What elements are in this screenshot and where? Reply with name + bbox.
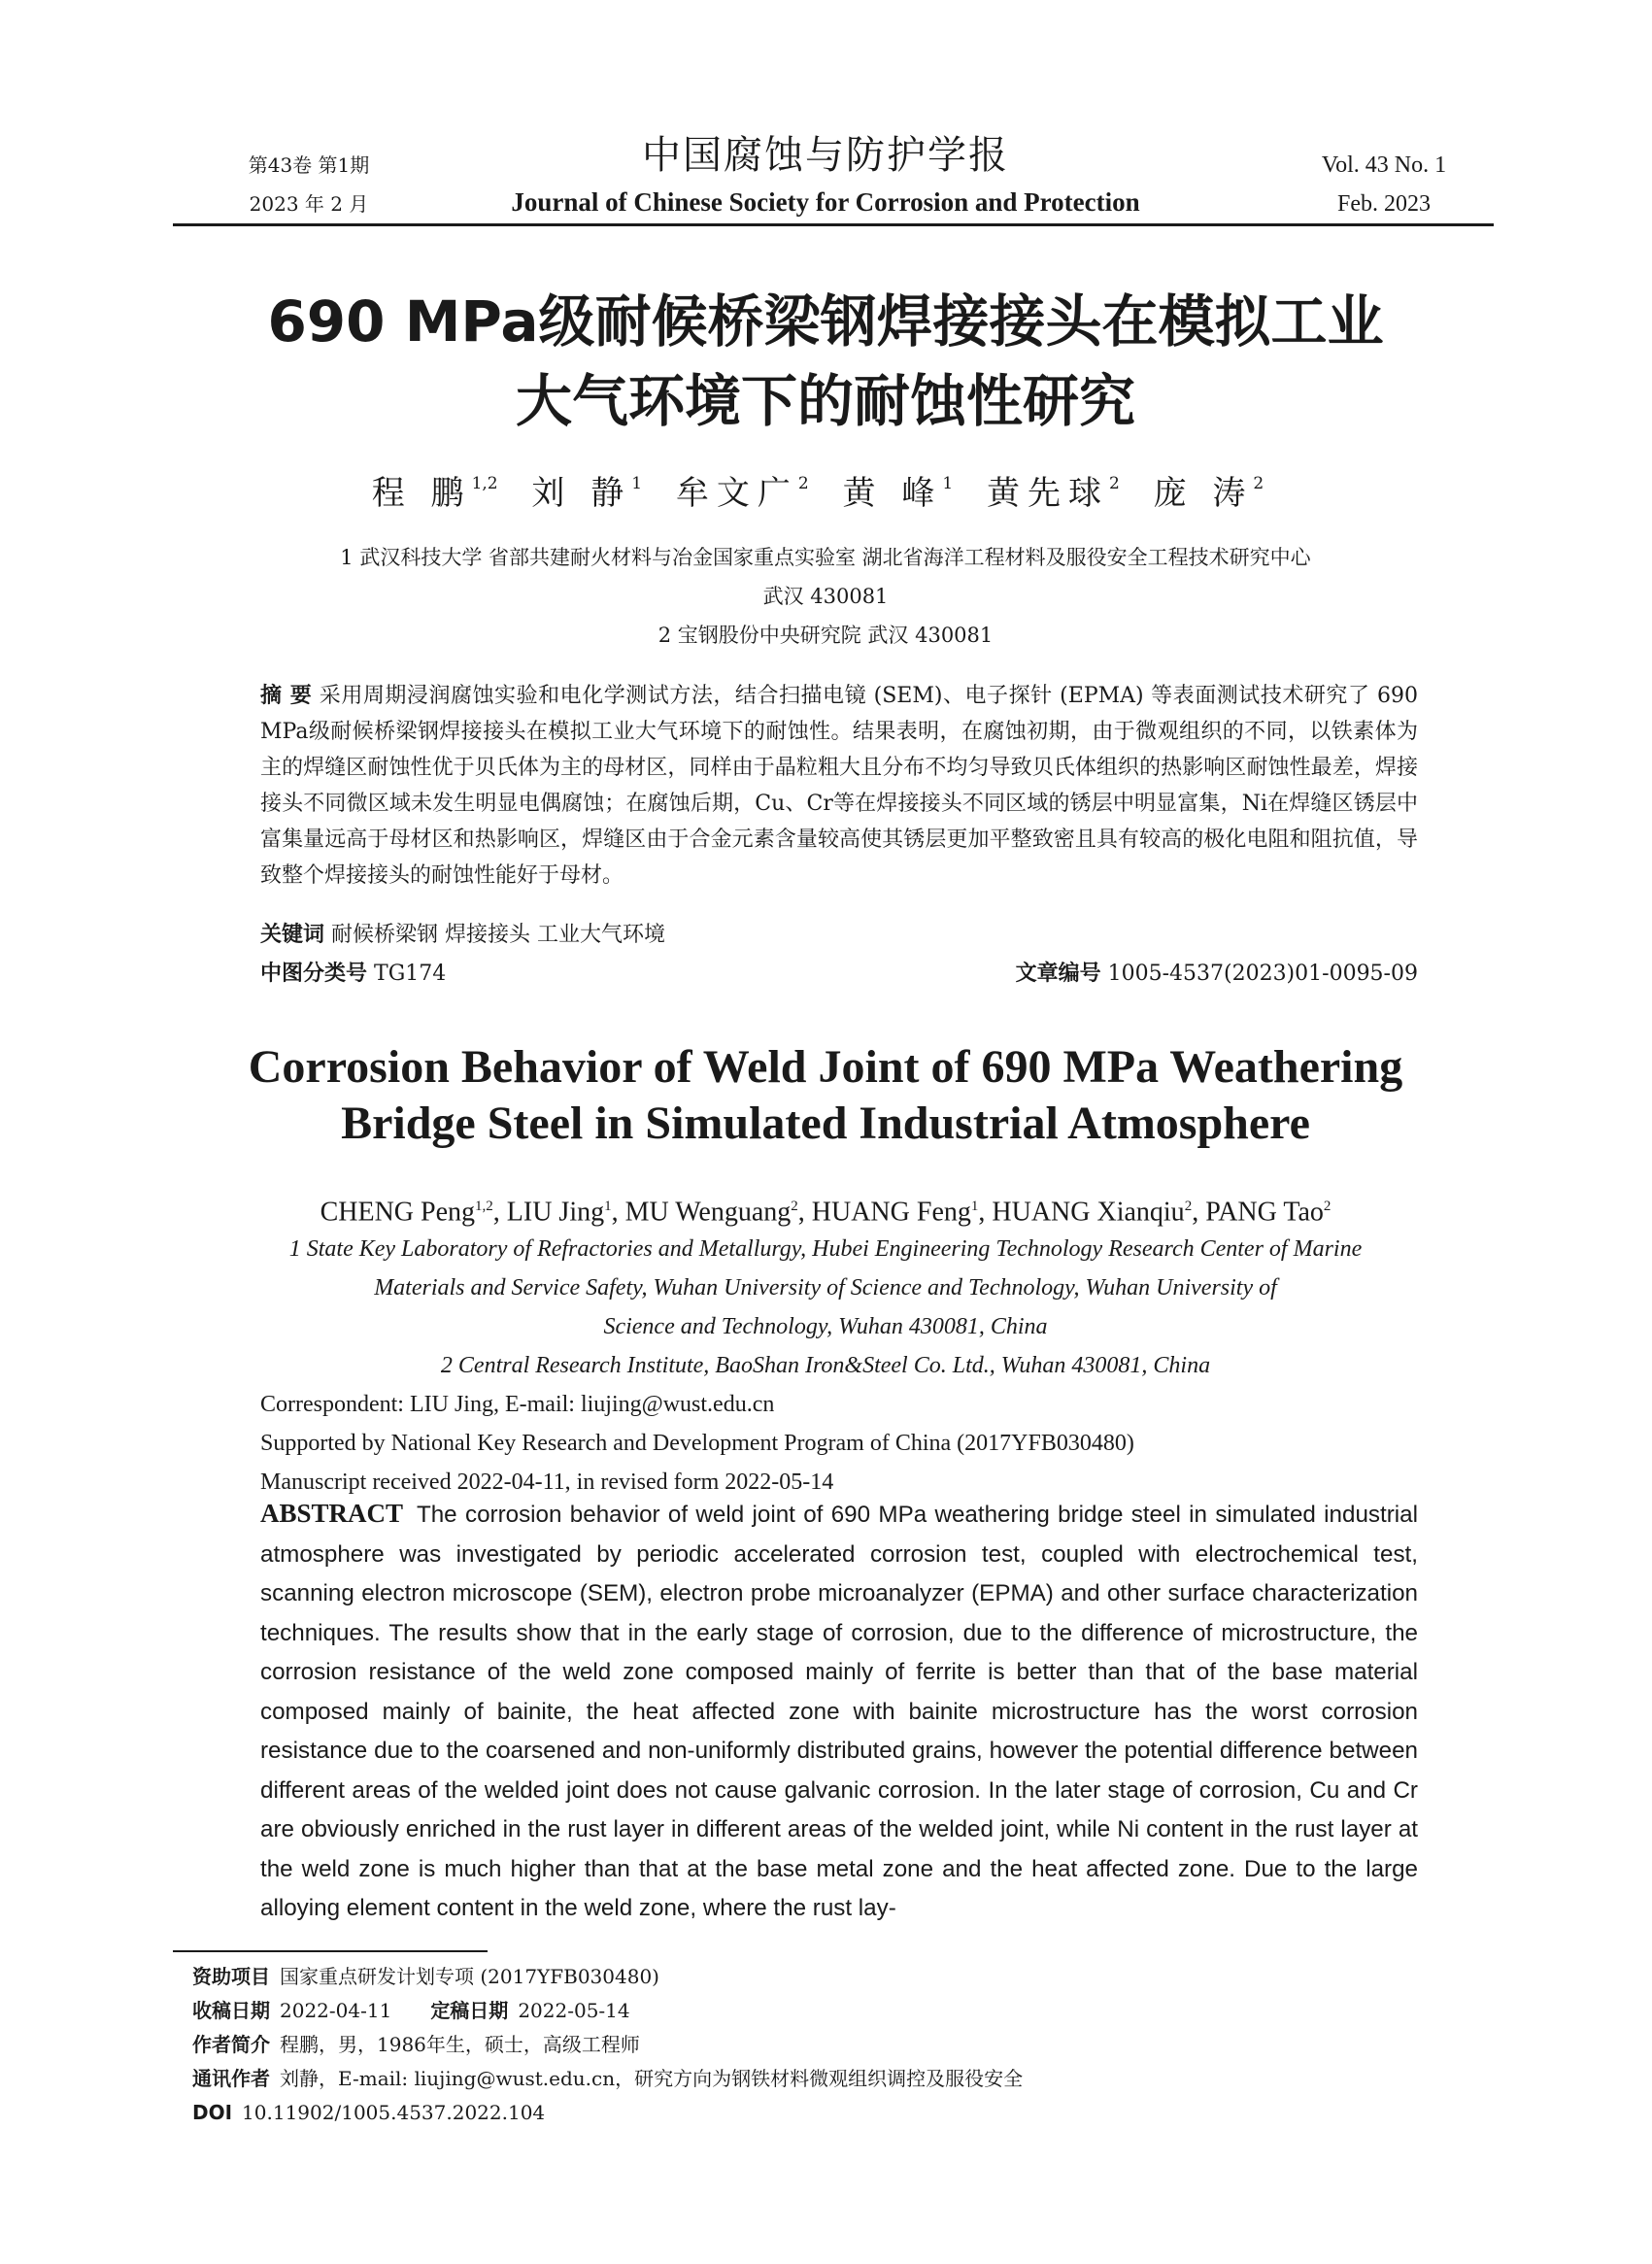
journal-name-en: Journal of Chinese Society for Corrosion and Protection — [511, 187, 1140, 217]
keywords-cn — [260, 917, 1418, 953]
footnote-corresponding — [192, 2062, 1455, 2096]
footnotes — [192, 1960, 1455, 2130]
affiliation-en-1-line-2: Materials and Service Safety, Wuhan University of Science and Technology, Wuhan University of — [374, 1275, 1277, 1301]
abstract-cn — [260, 678, 1418, 894]
author-separator: , — [611, 1197, 625, 1228]
author-cn: 牟文广 — [675, 474, 798, 513]
header-issue-cn — [192, 146, 425, 223]
affiliation-cn-1: 1 武汉科技大学 省部共建耐火材料与冶金国家重点实验室 湖北省海洋工程材料及服役安全工程技术研究中心 — [340, 546, 1311, 569]
title-en-line-1: Corrosion Behavior of Weld Joint of 690 MPa Weathering — [248, 1041, 1403, 1093]
author-en: CHENG Peng — [320, 1197, 476, 1228]
author-affil-mark: 1 — [631, 474, 643, 493]
author-separator: , — [1192, 1197, 1206, 1228]
author-affil-mark: 1,2 — [471, 474, 498, 493]
footnote-bio-text: 程鹏，男，1986年生，硕士，高级工程师 — [280, 2033, 640, 2056]
header-journal — [418, 128, 1233, 221]
author-affil-mark: 2 — [791, 1199, 798, 1214]
authors-en — [194, 1187, 1457, 1232]
author-cn: 庞 涛 — [1153, 474, 1254, 513]
keywords-cn-text: 耐候桥梁钢 焊接接头 工业大气环境 — [331, 923, 666, 947]
author-en: HUANG Feng — [811, 1197, 971, 1228]
author-cn: 黄先球 — [986, 474, 1109, 513]
title-cn-line-1: 690 MPa级耐候桥梁钢焊接接头在模拟工业 — [267, 288, 1384, 355]
abstract-cn-text: 采用周期浸润腐蚀实验和电化学测试方法，结合扫描电镜 (SEM)、电子探针 (EPMA) 等表面测试技术研究了 690 MPa级耐候桥梁钢焊接接头在模拟工业大气环境下的耐蚀性。结果表明，在腐蚀初期，由于微观组织的不同，以铁素体为主的焊缝区耐蚀性优于贝氏体为主的母材区，同样由于晶粒粗大且分布不均匀导致贝氏体组织的热影响区耐蚀性最差，焊接接头不同微区域未发生明显电偶腐蚀；在腐蚀后期，Cu、Cr等在焊接接头不同区域的锈层中明显富集，Ni在焊缝区锈层中富集量远高于母材区和热影响区，焊缝区由于合金元素含量较高使其锈层更加平整致密且具有较高的极化电阻和阻抗值，导致整个焊接接头的耐蚀性能好于母材。 — [260, 684, 1418, 888]
footnote-corr-label: 通讯作者 — [192, 2067, 270, 2090]
author-cn: 程 鹏 — [371, 474, 472, 513]
abstract-en-label: ABSTRACT — [260, 1499, 404, 1528]
vol-issue-en: Vol. 43 No. 1 — [1321, 152, 1447, 178]
paper-title-en — [194, 1039, 1457, 1152]
authors-cn — [194, 466, 1457, 514]
journal-name-cn: 中国腐蚀与防护学报 — [642, 133, 1009, 178]
footnote-received-date: 2022-04-11 — [280, 1999, 392, 2022]
vol-issue-cn: 第43卷 第1期 — [248, 153, 370, 177]
classification-value: TG174 — [374, 962, 447, 986]
footnote-doi-label: DOI — [192, 2101, 233, 2124]
footnote-final-label: 定稿日期 — [430, 1999, 509, 2022]
author-affil-mark: 2 — [1323, 1199, 1332, 1214]
classification — [260, 956, 843, 992]
footnote-corr-text: 刘静，E-mail: liujing@wust.edu.cn，研究方向为钢铁材料微观组织调控及服役安全 — [280, 2067, 1024, 2090]
author-cn: 刘 静 — [531, 474, 632, 513]
author-separator: , — [797, 1197, 812, 1228]
abstract-en — [260, 1494, 1418, 1929]
author-affil-mark: 1 — [942, 474, 954, 493]
article-meta-en — [260, 1385, 1418, 1502]
title-en-line-2: Bridge Steel in Simulated Industrial Atmosphere — [341, 1098, 1310, 1149]
affiliation-en-1-line-1: 1 State Key Laboratory of Refractories and Metallurgy, Hubei Engineering Technology Research Center of Marine — [288, 1236, 1363, 1262]
footnote-funding-text: 国家重点研发计划专项 (2017YFB030480) — [280, 1965, 659, 1988]
footnote-funding — [192, 1960, 1455, 1994]
correspondent: Correspondent: LIU Jing, E-mail: liujing@wust.edu.cn — [260, 1392, 775, 1417]
author-en: HUANG Xianqiu — [992, 1197, 1185, 1228]
footnote-doi-text: 10.11902/1005.4537.2022.104 — [242, 2101, 546, 2124]
affiliations-en — [233, 1230, 1418, 1385]
affiliation-en-1-line-3: Science and Technology, Wuhan 430081, China — [603, 1314, 1048, 1339]
author-separator: , — [492, 1197, 507, 1228]
author-affil-mark: 2 — [1253, 474, 1264, 493]
footnote-author-bio — [192, 2028, 1455, 2062]
author-en: PANG Tao — [1205, 1197, 1324, 1228]
keywords-cn-label: 关键词 — [260, 923, 325, 947]
footnote-bio-label: 作者简介 — [192, 2033, 270, 2056]
author-affil-mark: 1 — [970, 1199, 979, 1214]
article-number-value: 1005-4537(2023)01-0095-09 — [1107, 962, 1418, 986]
footnote-doi — [192, 2096, 1455, 2130]
footnote-final-date: 2022-05-14 — [518, 1999, 630, 2022]
affiliation-cn-2: 2 宝钢股份中央研究院 武汉 430081 — [657, 624, 994, 647]
author-affil-mark: 2 — [1108, 474, 1120, 493]
date-cn: 2023 年 2 月 — [249, 192, 369, 216]
abstract-en-text: The corrosion behavior of weld joint of 690 MPa weathering bridge steel in simulated industrial atmosphere was investigated by periodic accelerated corrosion test, coupled with electrochemical test, scanning electron microscope (SEM), electron probe microanalyzer (EPMA) and other surface characterization techniques. The results show that in the early stage of corrosion, due to the difference of microstructure, the corrosion resistance of the weld zone composed mainly of ferrite is better than that of the base material composed mainly of bainite, the heat affected zone with bainite microstructure has the worst corrosion resistance due to the coarsened and non-uniformly distributed grains, however the potential difference between different areas of the welded joint does not cause galvanic corrosion. In the later stage of corrosion, Cu and Cr are obviously enriched in the rust layer in different areas of the welded joint, while Ni content in the rust layer at the weld zone is much higher than that at the base metal zone and the heat affected zone. Due to the large alloying element content in the weld zone, where the rust lay- — [260, 1502, 1418, 1921]
article-number-label: 文章编号 — [1015, 962, 1101, 986]
author-affil-mark: 1,2 — [475, 1199, 493, 1214]
funding-en: Supported by National Key Research and Development Program of China (2017YFB030480) — [260, 1431, 1134, 1456]
paper-title-cn — [194, 282, 1457, 441]
header-rule — [173, 223, 1494, 226]
author-en: MU Wenguang — [624, 1197, 792, 1228]
footnote-received-label: 收稿日期 — [192, 1999, 270, 2022]
title-cn-line-2: 大气环境下的耐蚀性研究 — [515, 368, 1135, 434]
footnote-dates — [192, 1994, 1455, 2028]
author-en: LIU Jing — [506, 1197, 605, 1228]
author-affil-mark: 2 — [1184, 1199, 1193, 1214]
manuscript-dates: Manuscript received 2022-04-11, in revised form 2022-05-14 — [260, 1470, 834, 1495]
affiliation-en-2: 2 Central Research Institute, BaoShan Iron&Steel Co. Ltd., Wuhan 430081, China — [440, 1353, 1211, 1378]
article-number — [835, 956, 1418, 992]
classification-label: 中图分类号 — [260, 962, 368, 986]
author-separator: , — [978, 1197, 993, 1228]
affiliation-cn-1-city: 武汉 430081 — [762, 585, 889, 608]
date-en: Feb. 2023 — [1337, 191, 1431, 217]
author-affil-mark: 2 — [797, 474, 809, 493]
footnote-funding-label: 资助项目 — [192, 1965, 270, 1988]
author-affil-mark: 1 — [604, 1199, 612, 1214]
author-cn: 黄 峰 — [842, 474, 943, 513]
abstract-cn-label: 摘 要 — [260, 684, 313, 708]
footnote-rule — [173, 1950, 488, 1952]
affiliations-cn — [233, 538, 1418, 655]
header-issue-en — [1292, 146, 1476, 223]
